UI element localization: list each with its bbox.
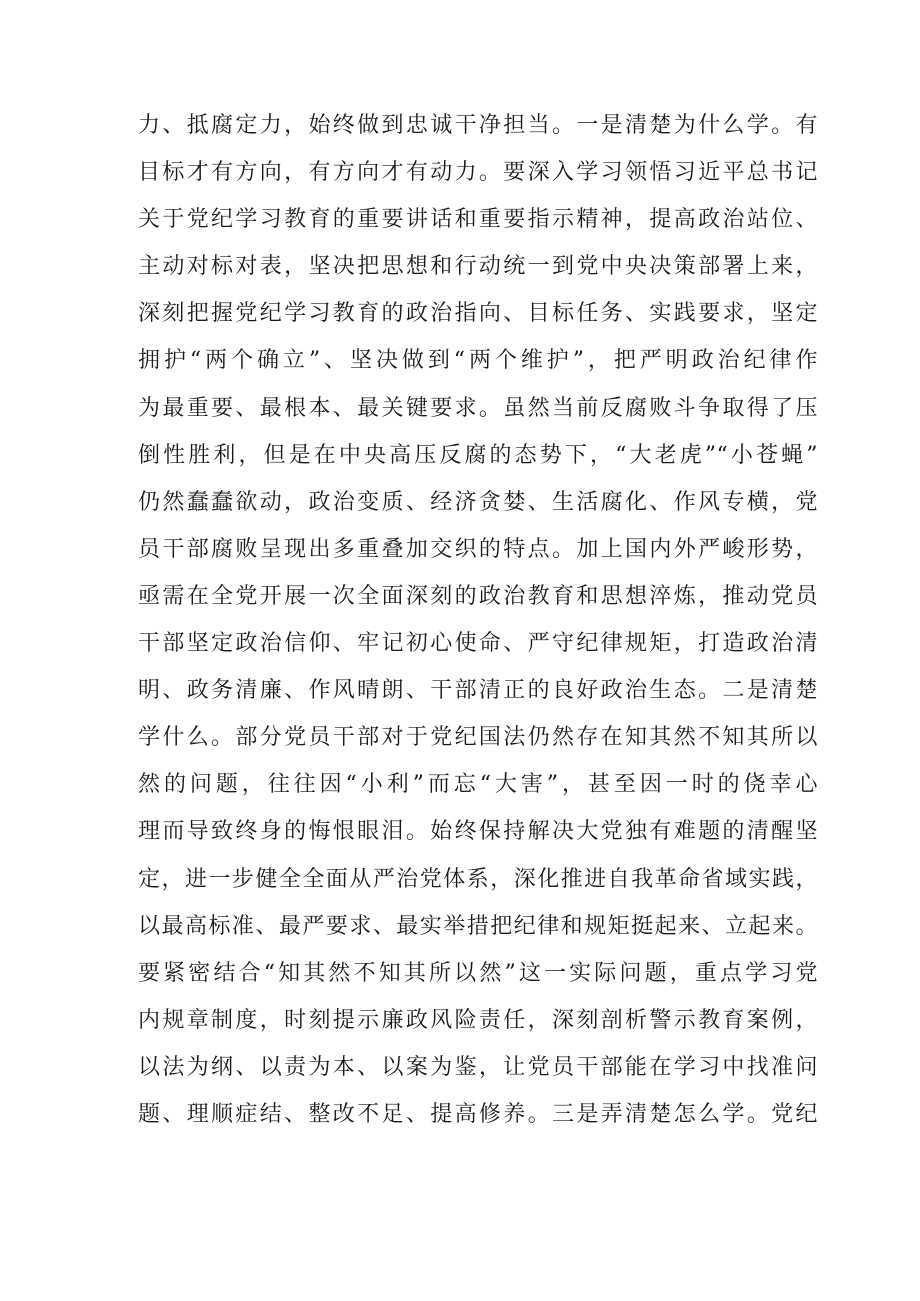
- text-line-16: 理而导致终身的悔恨眼泪。始终保持解决大党独有难题的清醒坚: [138, 819, 818, 845]
- text-line-6: 拥护“两个确立”、坚决做到“两个维护”，把严明政治纪律作: [138, 348, 818, 374]
- text-line-13: 明、政务清廉、作风晴朗、干部清正的良好政治生态。二是清楚: [138, 678, 818, 704]
- text-line-7: 为最重要、最根本、最关键要求。虽然当前反腐败斗争取得了压: [138, 395, 818, 421]
- text-line-17: 定，进一步健全全面从严治党体系，深化推进自我革命省域实践，: [138, 866, 818, 892]
- text-line-11: 亟需在全党开展一次全面深刻的政治教育和思想淬炼，推动党员: [138, 583, 818, 609]
- text-line-20: 内规章制度，时刻提示廉政风险责任，深刻剖析警示教育案例，: [138, 1007, 818, 1033]
- text-line-10: 员干部腐败呈现出多重叠加交织的特点。加上国内外严峻形势，: [138, 536, 818, 562]
- text-line-12: 干部坚定政治信仰、牢记初心使命、严守纪律规矩，打造政治清: [138, 631, 818, 657]
- text-line-19: 要紧密结合“知其然不知其所以然”这一实际问题，重点学习党: [138, 960, 818, 986]
- body-paragraph: [138, 102, 818, 1138]
- text-line-21: 以法为纲、以责为本、以案为鉴，让党员干部能在学习中找准问: [138, 1054, 818, 1080]
- text-line-14: 学什么。部分党员干部对于党纪国法仍然存在知其然不知其所以: [138, 725, 818, 751]
- text-line-2: 目标才有方向，有方向才有动力。要深入学习领悟习近平总书记: [138, 160, 818, 186]
- text-line-3: 关于党纪学习教育的重要讲话和重要指示精神，提高政治站位、: [138, 207, 818, 233]
- text-line-8: 倒性胜利，但是在中央高压反腐的态势下，“大老虎”“小苍蝇”: [138, 442, 818, 468]
- text-line-5: 深刻把握党纪学习教育的政治指向、目标任务、实践要求，坚定: [138, 301, 818, 327]
- text-line-15: 然的问题，往往因“小利”而忘“大害”，甚至因一时的侥幸心: [138, 772, 818, 798]
- text-line-1: 力、抵腐定力，始终做到忠诚干净担当。一是清楚为什么学。有: [138, 113, 818, 138]
- text-line-4: 主动对标对表，坚决把思想和行动统一到党中央决策部署上来，: [138, 254, 818, 280]
- text-line-18: 以最高标准、最严要求、最实举措把纪律和规矩挺起来、立起来。: [138, 913, 818, 939]
- text-line-22: 题、理顺症结、整改不足、提高修养。三是弄清楚怎么学。党纪: [138, 1101, 818, 1127]
- text-line-9: 仍然蠢蠢欲动，政治变质、经济贪婪、生活腐化、作风专横，党: [138, 489, 818, 515]
